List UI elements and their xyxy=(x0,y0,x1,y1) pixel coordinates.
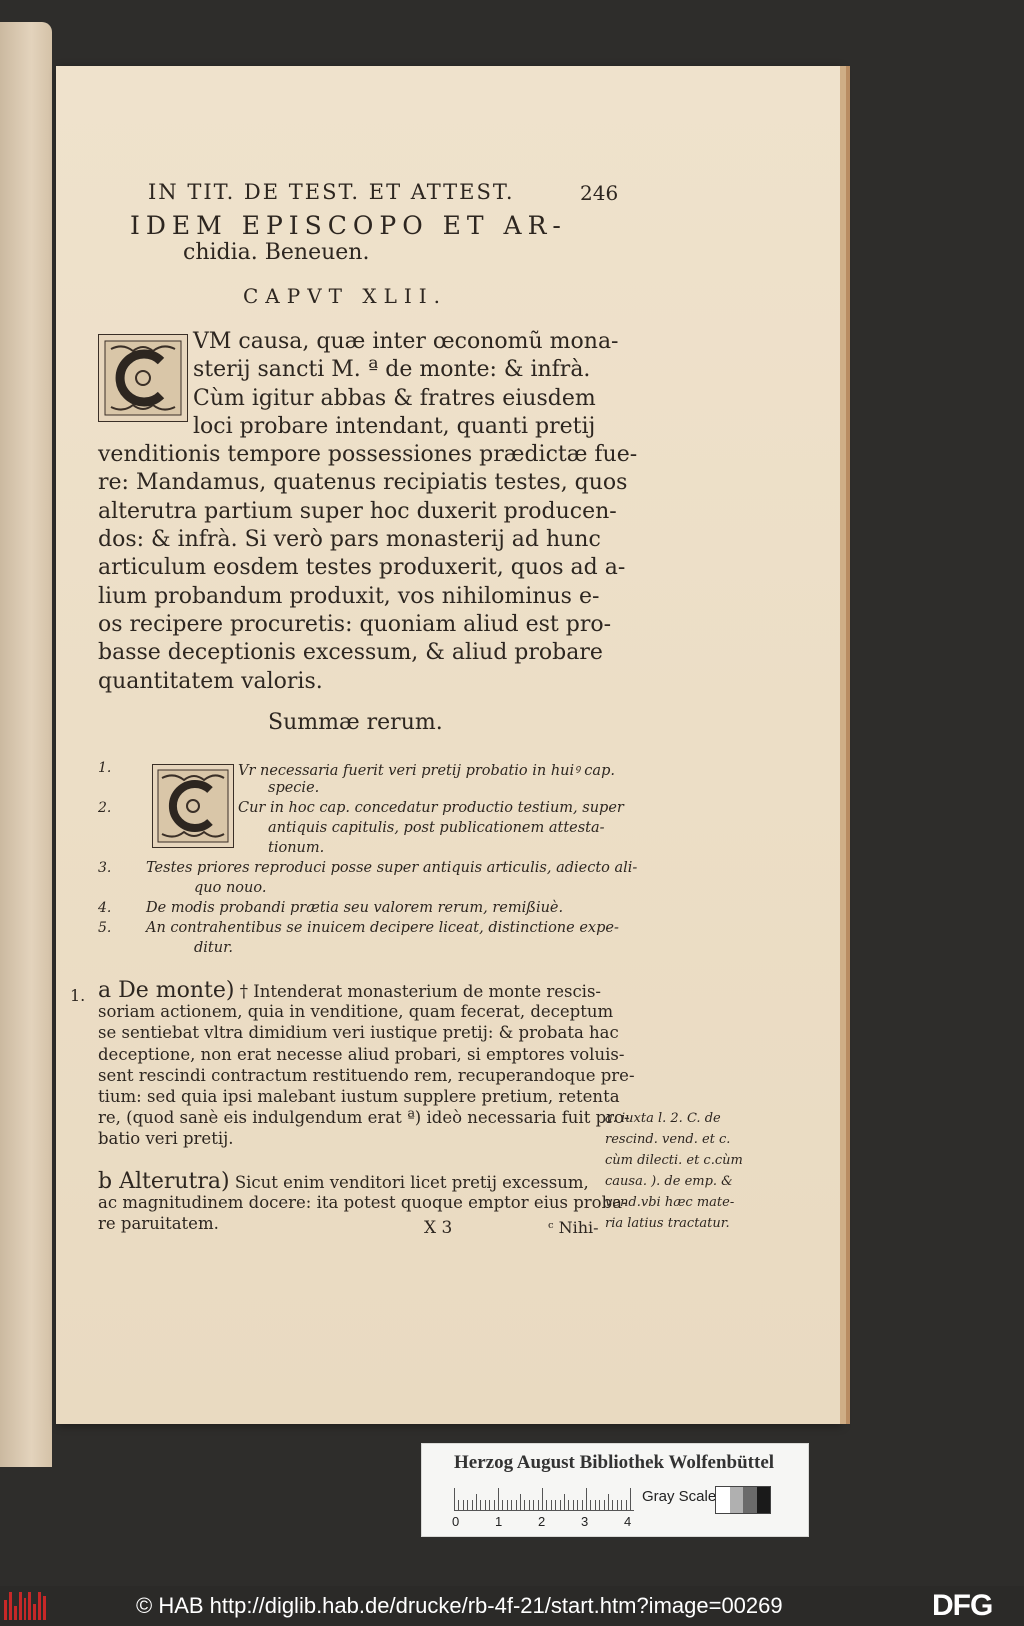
text-line: articulum eosdem testes produxerit, quos ad a- xyxy=(98,555,626,581)
signature-mark: X 3 xyxy=(424,1218,453,1238)
gray-swatch xyxy=(730,1487,744,1513)
commentary-line-text: † Intenderat monasterium de monte rescis- xyxy=(234,982,602,1001)
marginal-note-line: ria latius tractatur. xyxy=(605,1216,730,1231)
text-line: os recipere procuretis: quoniam aliud est pro- xyxy=(98,611,612,637)
ruler-tick xyxy=(507,1500,508,1510)
text-line: re: Mandamus, quatenus recipiatis testes, quos xyxy=(98,470,628,496)
commentary-line-text: batio veri pretij. xyxy=(98,1129,234,1149)
ruler-tick xyxy=(516,1500,517,1510)
marginal-note-line: a. iuxta l. 2. C. de xyxy=(605,1111,721,1126)
summary-item-text: Vr necessaria fuerit veri pretij probatio in huiꝰ cap. xyxy=(238,763,615,779)
ruler-tick xyxy=(472,1500,473,1510)
logo-bar xyxy=(28,1592,31,1620)
gray-scale-swatches xyxy=(715,1486,771,1514)
ruler-tick xyxy=(489,1500,490,1510)
ruler-tick xyxy=(467,1500,468,1510)
commentary-line-text: tium: sed quia ipsi malebant iustum supplere pretium, retenta xyxy=(98,1086,620,1106)
text-line: dos: & infrà. Si verò pars monasterij ad hunc xyxy=(98,527,601,553)
ruler-tick xyxy=(608,1494,609,1510)
ruler-tick xyxy=(586,1488,587,1510)
left-page-edge xyxy=(0,22,52,1467)
commentary-text xyxy=(98,978,635,1234)
chapter-title-line-1: IDEM EPISCOPO ET AR- xyxy=(130,211,567,240)
summary-item xyxy=(98,920,618,940)
summary-item-number: 2. xyxy=(98,800,112,816)
ruler-tick xyxy=(542,1488,543,1510)
text-line: quantitatem valoris. xyxy=(98,668,323,694)
caput-heading: CAPVT XLII. xyxy=(243,284,448,308)
catchword: ᶜ Nihi- xyxy=(548,1218,599,1237)
scale-ruler xyxy=(454,1486,634,1511)
logo-bar xyxy=(24,1598,27,1620)
summary-item-number: 3. xyxy=(98,860,112,876)
ruler-tick xyxy=(612,1500,613,1510)
commentary-line xyxy=(98,1001,614,1022)
lemma: a De monte) xyxy=(98,978,235,1003)
commentary-line xyxy=(98,1150,608,1171)
commentary-line xyxy=(98,1192,628,1213)
commentary-line-text: re paruitatem. xyxy=(98,1214,219,1234)
summary-item xyxy=(98,900,618,920)
ruler-tick xyxy=(617,1500,618,1510)
ruler-tick xyxy=(498,1488,499,1510)
ruler-tick xyxy=(529,1500,530,1510)
footer-url-text[interactable]: © HAB http://diglib.hab.de/drucke/rb-4f-21/start.htm?image=00269 xyxy=(136,1593,783,1618)
logo-bar xyxy=(14,1606,17,1620)
text-line: venditionis tempore possessiones prædictæ fue- xyxy=(98,442,638,468)
text-line: lium probandum produxit, vos nihilominus e- xyxy=(98,583,600,609)
footer-bar xyxy=(0,1586,1024,1626)
ruler-tick xyxy=(604,1500,605,1510)
commentary-line-text: Sicut enim venditori licet pretij excessum, xyxy=(229,1172,589,1192)
commentary-line xyxy=(98,1168,608,1194)
logo-bar xyxy=(43,1596,46,1620)
commentary-line-text: se sentiebat vltra dimidium veri iustique pretij: & probata hac xyxy=(98,1023,619,1043)
ruler-tick xyxy=(458,1500,459,1510)
logo-bar xyxy=(4,1600,7,1620)
ruler-tick xyxy=(621,1500,622,1510)
logo-bar xyxy=(38,1592,41,1620)
summary-item-text: De modis probandi prætia seu valorem rerum, remißiuè. xyxy=(146,900,564,916)
summary-item-text: ditur. xyxy=(194,940,234,956)
summary-item-number: 5. xyxy=(98,920,112,936)
summary-item xyxy=(98,880,618,900)
text-line: Cùm igitur abbas & fratres eiusdem xyxy=(193,385,596,411)
ruler-tick xyxy=(533,1500,534,1510)
summary-item xyxy=(98,820,618,840)
logo-bar xyxy=(19,1592,22,1620)
ruler-tick xyxy=(551,1500,552,1510)
gray-scale-label: Gray Scale xyxy=(642,1488,717,1505)
ruler-tick xyxy=(582,1500,583,1510)
summary-item xyxy=(98,780,618,800)
summary-item-text: specie. xyxy=(268,780,320,796)
ruler-tick xyxy=(626,1500,627,1510)
ruler-tick xyxy=(546,1500,547,1510)
summary-heading: Summæ rerum. xyxy=(268,710,443,735)
ruler-tick xyxy=(476,1494,477,1510)
ruler-number: 1 xyxy=(495,1514,503,1529)
summary-item-text: Cur in hoc cap. concedatur productio testium, super xyxy=(238,800,624,816)
gray-swatch xyxy=(757,1487,771,1513)
ruler-tick xyxy=(577,1500,578,1510)
summary-item-number: 4. xyxy=(98,900,112,916)
commentary-line xyxy=(98,1044,625,1065)
dfg-logo: DFG xyxy=(932,1589,993,1622)
marginal-note xyxy=(605,1108,743,1234)
summary-item-text: Testes priores reproduci posse super antiquis articulis, adiecto ali- xyxy=(146,860,638,876)
gray-swatch xyxy=(716,1487,730,1513)
commentary-line-text: re, (quod sanè eis indulgendum erat ª) ideò necessaria fuit pro- xyxy=(98,1108,630,1128)
commentary-line xyxy=(98,1086,620,1107)
summary-list xyxy=(98,760,638,960)
commentary-line xyxy=(98,1213,608,1234)
commentary-line xyxy=(98,1107,630,1128)
ruler-tick xyxy=(538,1500,539,1510)
ruler-number: 4 xyxy=(624,1514,632,1529)
marginal-note-line: rescind. vend. et c. xyxy=(605,1132,731,1147)
commentary-line-text: ac magnitudinem docere: ita potest quoque emptor eius proba- xyxy=(98,1192,628,1212)
marginal-note-line: cùm dilecti. et c.cùm xyxy=(605,1153,743,1168)
lemma: b Alterutra) xyxy=(98,1168,230,1194)
ruler-tick xyxy=(524,1500,525,1510)
summary-item xyxy=(98,860,638,880)
card-title: Herzog August Bibliothek Wolfenbüttel xyxy=(454,1452,775,1473)
summary-item-number: 1. xyxy=(98,760,112,776)
summary-item xyxy=(98,760,618,780)
decretal-text xyxy=(98,328,638,696)
folio-number: 246 xyxy=(580,181,619,205)
ruler-tick xyxy=(485,1500,486,1510)
color-calibration-card xyxy=(421,1443,809,1537)
marginal-note-line: vend.vbi hæc mate- xyxy=(605,1195,735,1210)
ruler-tick xyxy=(573,1500,574,1510)
ruler-number: 2 xyxy=(538,1514,546,1529)
logo-bar xyxy=(9,1592,12,1620)
ruler-tick xyxy=(454,1488,455,1510)
running-head: IN TIT. DE TEST. ET ATTEST. xyxy=(148,180,515,204)
ruler-tick xyxy=(599,1500,600,1510)
commentary-line-text: soriam actionem, quia in venditione, quam fecerat, deceptum xyxy=(98,1002,614,1022)
chapter-title-line-2: chidia. Beneuen. xyxy=(183,240,370,265)
ruler-tick xyxy=(480,1500,481,1510)
text-line: VM causa, quæ inter œconomũ mona- xyxy=(193,329,619,354)
summary-item-text: An contrahentibus se inuicem decipere liceat, distinctione expe- xyxy=(146,920,619,936)
commentary-line-text: sent rescindi contractum restituendo rem, recuperandoque pre- xyxy=(98,1065,635,1085)
hab-logo-icon xyxy=(4,1592,46,1620)
text-line: loci probare intendant, quanti pretij xyxy=(193,413,596,439)
commentary-line xyxy=(98,1128,608,1149)
text-line: sterij sancti M. ª de monte: & infrà. xyxy=(193,357,591,383)
ruler-tick xyxy=(494,1500,495,1510)
ruler-number: 3 xyxy=(581,1514,589,1529)
marginal-note-line: causa. ). de emp. & xyxy=(605,1174,733,1189)
summary-item-text: tionum. xyxy=(268,840,325,856)
margin-number: 1. xyxy=(70,986,86,1005)
ruler-number: 0 xyxy=(452,1514,460,1529)
commentary-line xyxy=(98,1022,619,1043)
summary-item-text: antiquis capitulis, post publicationem attesta- xyxy=(268,820,605,836)
ruler-tick xyxy=(502,1500,503,1510)
logo-bar xyxy=(33,1604,36,1620)
ruler-tick xyxy=(511,1500,512,1510)
ruler-tick xyxy=(630,1488,631,1510)
text-line: basse deceptionis excessum, & aliud probare xyxy=(98,640,603,666)
commentary-line xyxy=(98,1065,635,1086)
ruler-tick xyxy=(564,1494,565,1510)
summary-item xyxy=(98,840,618,860)
ruler-tick xyxy=(555,1500,556,1510)
ruler-tick xyxy=(568,1500,569,1510)
ruler-tick xyxy=(520,1494,521,1510)
ruler-tick xyxy=(463,1500,464,1510)
summary-item-text: quo nouo. xyxy=(194,880,267,896)
ruler-tick xyxy=(595,1500,596,1510)
text-line: alterutra partium super hoc duxerit producen- xyxy=(98,498,617,524)
commentary-line xyxy=(98,980,608,1001)
gray-swatch xyxy=(743,1487,757,1513)
ruler-tick xyxy=(560,1500,561,1510)
summary-item xyxy=(98,940,618,960)
ruler-tick xyxy=(590,1500,591,1510)
commentary-line-text: deceptione, non erat necesse aliud probari, si emptores voluis- xyxy=(98,1044,625,1064)
summary-item xyxy=(98,800,624,820)
